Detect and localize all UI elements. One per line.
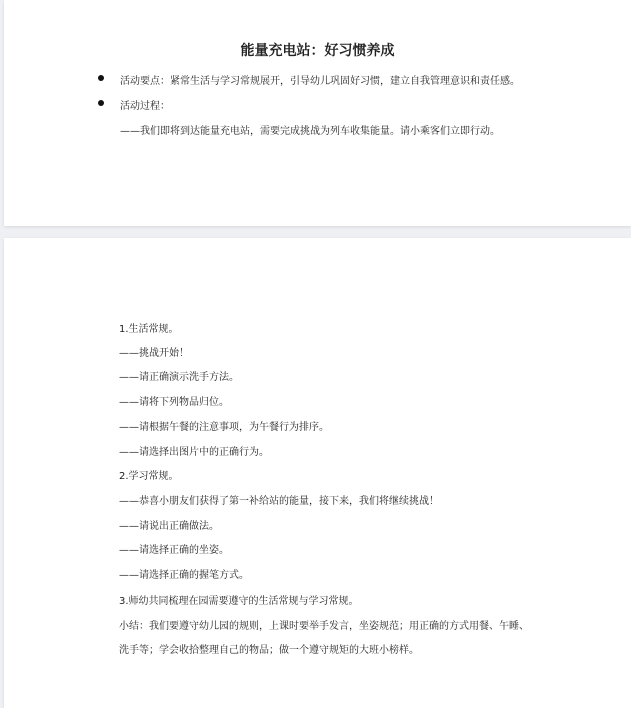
paragraph-line: ——请选择正确的坐姿。 [119,545,229,556]
bullet-dot-icon [98,75,104,81]
paragraph-line: ——请选择正确的握笔方式。 [119,570,249,581]
paragraph-line: ——请根据午餐的注意事项，为午餐行为排序。 [119,422,329,433]
paragraph-line: 1.生活常规。 [119,324,179,335]
document-title: 能量充电站：好习惯养成 [240,43,395,59]
bullet-text: 活动要点：紧常生活与学习常规展开，引导幼儿巩固好习惯，建立自我管理意识和责任感。 [120,76,520,87]
intro-paragraph: ——我们即将到达能量充电站，需要完成挑战为列车收集能量。请小乘客们立即行动。 [120,126,500,137]
paragraph-line: 2.学习常规。 [119,471,179,482]
paragraph-line: ——请说出正确做法。 [119,521,219,532]
document-page-1 [4,0,631,226]
paragraph-line: ——请将下列物品归位。 [119,397,229,408]
paragraph-line: ——请选择出图片中的正确行为。 [119,447,269,458]
bullet-dot-icon [98,100,104,106]
paragraph-line: ——请正确演示洗手方法。 [119,372,239,383]
summary-line-2: 洗手等；学会收拾整理自己的物品；做一个遵守规矩的大班小榜样。 [119,645,419,656]
paragraph-line: ——恭喜小朋友们获得了第一补给站的能量，接下来，我们将继续挑战！ [119,496,439,507]
document-page-2 [4,238,631,708]
paragraph-line: ——挑战开始！ [119,348,189,359]
summary-line-1: 小结：我们要遵守幼儿园的规则，上课时要举手发言，坐姿规范；用正确的方式用餐、午睡、 [119,621,529,632]
bullet-text: 活动过程： [120,101,170,112]
paragraph-line: 3.师幼共同梳理在园需要遵守的生活常规与学习常规。 [119,596,359,607]
